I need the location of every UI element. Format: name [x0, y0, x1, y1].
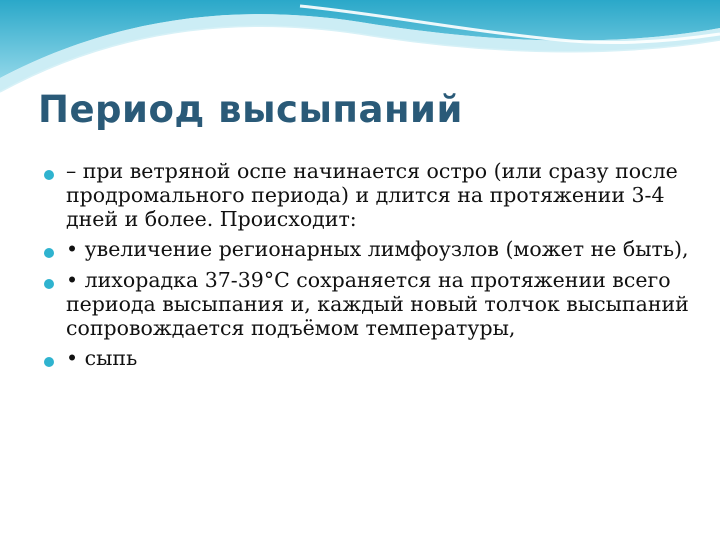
list-item [40, 347, 700, 371]
bullet-dot-icon [44, 170, 54, 180]
list-item-text: – при ветряной оспе начинается остро (или сразу после продромального периода) и длится на протяжении 3-4 дней и более. Происходит: [66, 159, 678, 231]
list-item-text: • увеличение регионарных лимфоузлов (может не быть), [66, 237, 689, 262]
list-item [40, 238, 700, 262]
bullet-list [40, 160, 700, 378]
slide-title: Период высыпаний [38, 88, 463, 131]
bullet-dot-icon [44, 248, 54, 258]
bullet-dot-icon [44, 279, 54, 289]
bullet-dot-icon [44, 357, 54, 367]
list-item [40, 160, 700, 231]
list-item-text: • лихорадка 37-39°С сохраняется на протяжении всего периода высыпания и, каждый новый толчок высыпаний сопровождается подъёмом температуры, [66, 268, 689, 340]
list-item-text: • сыпь [66, 346, 138, 371]
list-item [40, 269, 700, 340]
